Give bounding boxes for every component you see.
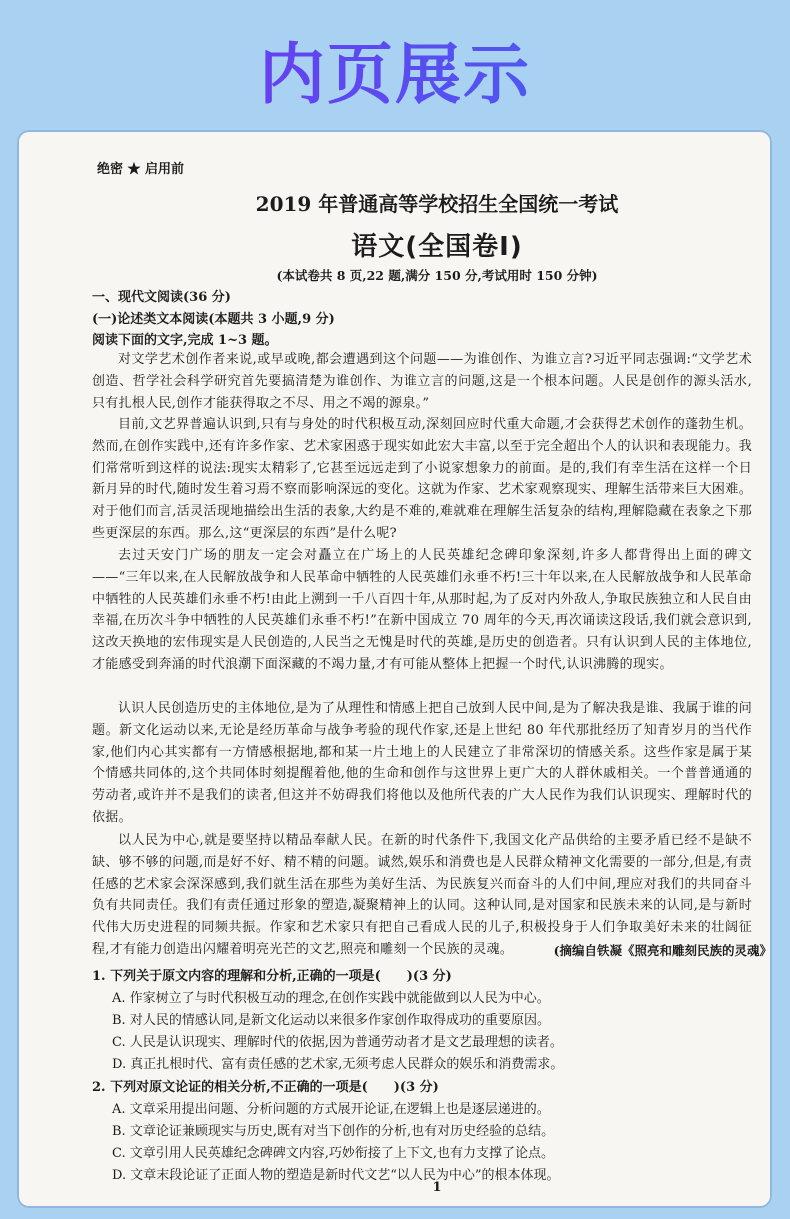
question-option: B. 对人民的情感认同,是新文化运动以来很多作家创作取得成功的重要原因。 [112, 1013, 550, 1028]
exam-paper-page [17, 130, 772, 1208]
passage-paragraph: 对文学艺术创作者来说,或早或晚,都会遭遇到这个问题——为谁创作、为谁立言?习近平同志强调:“文学艺术创造、哲学社会科学研究首先要搞清楚为谁创作、为谁立言的问题,这是一个根本问题。人民是创作的源头活水,只有扎根人民,创作才能获得取之不尽、用之不竭的源泉。” [92, 352, 752, 411]
passage-paragraph: 认识人民创造历史的主体地位,是为了从理性和情感上把自己放到人民中间,是为了解决我是谁、我属于谁的问题。新文化运动以来,无论是经历革命与战争考验的现代作家,还是上世纪 80 年代那批经历了知青岁月的当代作家,他们内心其实都有一方情感根据地,都和某一片土地上的人民建立了非常深切的情感关系。这些作家是属于某个情感共同体的,这个共同体时刻提醒着他,他的生命和创作与这世界上更广大的人群休戚相关。一个普普通通的劳动者,或许并不是我们的读者,但这并不妨碍我们将他以及他所代表的广大人民作为我们认识现实、理解时代的依据。 [92, 701, 752, 825]
exam-title: 2019 年普通高等学校招生全国统一考试 [255, 192, 619, 216]
question-option: B. 文章论证兼顾现实与历史,既有对当下创作的分析,也有对历史经验的总结。 [112, 1124, 555, 1139]
exam-info: (本试卷共 8 页,22 题,满分 150 分,考试用时 150 分钟) [276, 268, 598, 283]
question-stem: 1. 下列关于原文内容的理解和分析,正确的一项是( )(3 分) [92, 969, 452, 984]
subject-title: 语文(全国卷Ⅰ) [351, 232, 523, 262]
question-option: C. 人民是认识现实、理解时代的依据,因为普通劳动者才是文艺最理想的读者。 [112, 1035, 563, 1050]
passage-paragraph: 以人民为中心,就是要坚持以精品奉献人民。在新的时代条件下,我国文化产品供给的主要矛盾已经不是缺不缺、够不够的问题,而是好不好、精不精的问题。诚然,娱乐和消费也是人民群众精神文化需要的一部分,但是,有责任感的艺术家会深深感到,我们就生活在那些为美好生活、为民族复兴而奋斗的人们中间,理应对我们的共同奋斗负有共同责任。我们有责任通过形象的塑造,凝聚精神上的认同。这种认同,是对国家和民族未来的认同,是与新时代伟大历史进程的同频共振。作家和艺术家只有把自己看成人民的儿子,积极投身于人们争取美好未来的壮阔征程,才有能力创造出闪耀着明亮光芒的文艺,照亮和雕刻一个民族的灵魂。 [92, 833, 752, 957]
question-stem: 2. 下列对原文论证的相关分析,不正确的一项是( )(3 分) [92, 1080, 439, 1095]
banner-title: 内页展示 [0, 30, 790, 120]
reading-instruction: 阅读下面的文字,完成 1~3 题。 [92, 333, 278, 348]
source-citation: (摘编自铁凝《照亮和雕刻民族的灵魂》 [553, 943, 772, 958]
confidential-label: 绝密 ★ 启用前 [97, 162, 185, 177]
section-heading: 一、现代文阅读(36 分) [92, 290, 231, 305]
question-option: A. 作家树立了与时代积极互动的理念,在创作实践中就能做到以人民为中心。 [112, 991, 550, 1006]
passage-paragraph: 目前,文艺界普遍认识到,只有与身处的时代积极互动,深刻回应时代重大命题,才会获得艺术创作的蓬勃生机。然而,在创作实践中,还有许多作家、艺术家困惑于现实如此宏大丰富,以至于完全超出个人的认识和表现能力。我们常常听到这样的说法:现实太精彩了,它甚至远远走到了小说家想象力的前面。是的,我们有幸生活在这样一个日新月异的时代,随时发生着习焉不察而影响深远的变化。这就为作家、艺术家观察现实、理解生活带来巨大困难。对于他们而言,活灵活现地描绘出生活的表象,大约是不难的,难就难在理解生活复杂的结构,理解隐藏在表象之下那些更深层的东西。那么,这“更深层的东西”是什么呢? [92, 417, 752, 541]
page-number: 1 [432, 1180, 442, 1195]
subsection-heading: (一)论述类文本阅读(本题共 3 小题,9 分) [92, 312, 335, 327]
passage-paragraph: 去过天安门广场的朋友一定会对矗立在广场上的人民英雄纪念碑印象深刻,许多人都背得出上面的碑文——“三年以来,在人民解放战争和人民革命中牺牲的人民英雄们永垂不朽!三十年以来,在人民解放战争和人民革命中牺牲的人民英雄们永垂不朽!由此上溯到一千八百四十年,从那时起,为了反对内外敌人,争取民族独立和人民自由幸福,在历次斗争中牺牲的人民英雄们永垂不朽!”在新中国成立 70 周年的今天,再次诵读这段话,我们就会意识到,这改天换地的宏伟现实是人民创造的,人民当之无愧是时代的英雄,是历史的创造者。只有认识到人民的主体地位,才能感受到奔涌的时代浪潮下面深藏的不竭力量,才有可能从整体上把握一个时代,认识沸腾的现实。 [92, 548, 752, 672]
question-option: D. 文章末段论证了正面人物的塑造是新时代文艺“以人民为中心”的根本体现。 [112, 1168, 560, 1183]
question-option: C. 文章引用人民英雄纪念碑碑文内容,巧妙衔接了上下文,也有力支撑了论点。 [112, 1146, 555, 1161]
question-option: D. 真正扎根时代、富有责任感的艺术家,无须考虑人民群众的娱乐和消费需求。 [112, 1057, 564, 1072]
question-option: A. 文章采用提出问题、分析问题的方式展开论证,在逻辑上也是逐层递进的。 [112, 1102, 550, 1117]
